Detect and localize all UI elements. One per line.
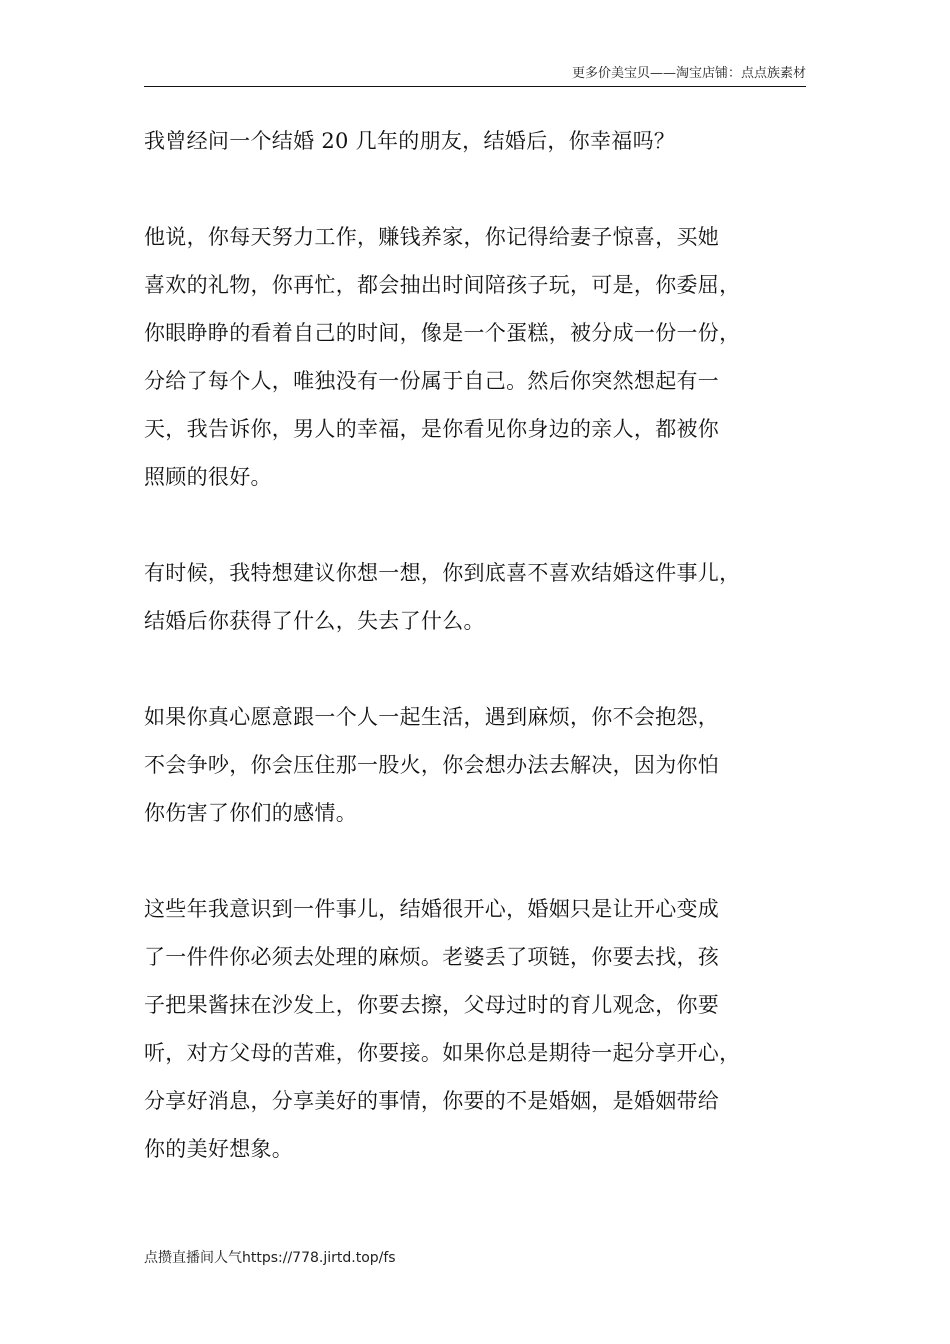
- paragraph-line: 不会争吵，你会压住那一股火，你会想办法去解决，因为你怕: [144, 753, 720, 777]
- paragraph-5: [144, 885, 834, 1173]
- paragraph-line: 我曾经问一个结婚 20 几年的朋友，结婚后，你幸福吗？: [144, 129, 676, 153]
- header-text: 更多价美宝贝——淘宝店铺：点点族素材: [571, 66, 806, 81]
- paragraph-line: 子把果酱抹在沙发上，你要去擦，父母过时的育儿观念，你要: [144, 993, 720, 1017]
- paragraph-line: 有时候，我特想建议你想一想，你到底喜不喜欢结婚这件事儿，: [144, 561, 741, 585]
- paragraph-line: 他说，你每天努力工作，赚钱养家，你记得给妻子惊喜，买她: [144, 225, 720, 249]
- paragraph-2: [144, 213, 834, 501]
- paragraph-4: [144, 693, 834, 837]
- footer-text: 点攒直播间人气: [144, 1250, 242, 1266]
- article-body: [144, 117, 834, 1173]
- footer-link[interactable]: https://778.jirtd.top/fs: [242, 1250, 396, 1266]
- paragraph-line: 天，我告诉你，男人的幸福，是你看见你身边的亲人，都被你: [144, 417, 720, 441]
- paragraph-line: 你的美好想象。: [144, 1137, 294, 1161]
- header-divider: [144, 86, 806, 87]
- paragraph-line: 了一件件你必须去处理的麻烦。老婆丢了项链，你要去找，孩: [144, 945, 720, 969]
- paragraph-1: [144, 117, 834, 165]
- paragraph-line: 照顾的很好。: [144, 465, 272, 489]
- paragraph-line: 你眼睁睁的看着自己的时间，像是一个蛋糕，被分成一份一份，: [144, 321, 741, 345]
- paragraph-line: 这些年我意识到一件事儿，结婚很开心，婚姻只是让开心变成: [144, 897, 720, 921]
- paragraph-line: 如果你真心愿意跟一个人一起生活，遇到麻烦，你不会抱怨，: [144, 705, 720, 729]
- paragraph-line: 分给了每个人，唯独没有一份属于自己。然后你突然想起有一: [144, 369, 720, 393]
- page-footer: [144, 1248, 396, 1268]
- paragraph-line: 你伤害了你们的感情。: [144, 801, 357, 825]
- paragraph-3: [144, 549, 834, 645]
- paragraph-line: 分享好消息，分享美好的事情，你要的不是婚姻，是婚姻带给: [144, 1089, 720, 1113]
- paragraph-line: 听，对方父母的苦难，你要接。如果你总是期待一起分享开心，: [144, 1041, 741, 1065]
- paragraph-line: 结婚后你获得了什么，失去了什么。: [144, 609, 485, 633]
- paragraph-line: 喜欢的礼物，你再忙，都会抽出时间陪孩子玩，可是，你委屈，: [144, 273, 741, 297]
- page-header: [144, 64, 806, 84]
